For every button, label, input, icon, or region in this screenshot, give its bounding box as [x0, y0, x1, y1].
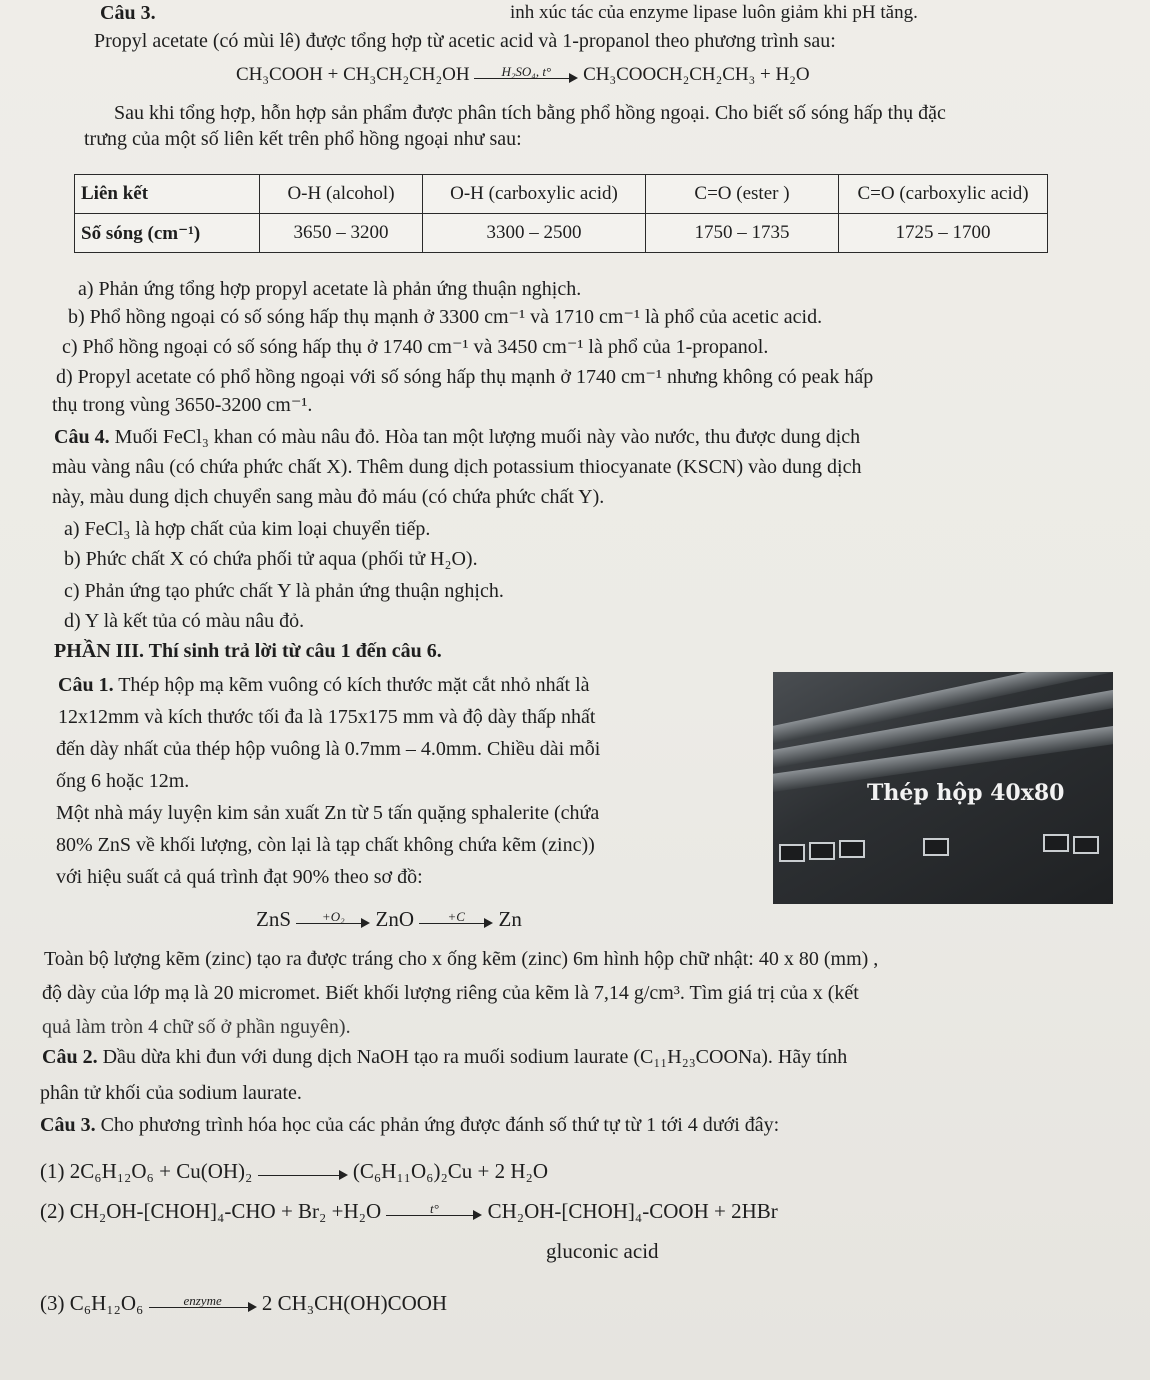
reaction-1-arrow	[258, 1166, 348, 1180]
reaction-3	[40, 1290, 447, 1316]
q4-statement-c: c) Phản ứng tạo phức chất Y là phản ứng thuận nghịch.	[64, 580, 504, 602]
reaction-1	[40, 1158, 548, 1184]
ir-wavenumber-table	[74, 174, 1048, 253]
scheme-arrow-1-label: +O₂	[321, 909, 345, 925]
p3-q1-line6: 80% ZnS về khối lượng, còn lại là tạp chất không chứa kẽm (zinc))	[56, 834, 595, 856]
scheme-zns: ZnS	[256, 907, 292, 931]
question-label: Câu 3.	[100, 2, 156, 24]
table-cell: Liên kết	[75, 175, 260, 214]
table-cell: 3300 – 2500	[423, 214, 646, 253]
q3-statement-c: c) Phổ hồng ngoại có số sóng hấp thụ ở 1740 cm⁻¹ và 3450 cm⁻¹ là phổ của 1-propanol.	[62, 336, 769, 358]
table-cell: 3650 – 3200	[260, 214, 423, 253]
scheme-arrow-2	[419, 909, 493, 928]
table-cell: 1750 – 1735	[646, 214, 839, 253]
photo-caption: Thép hộp 40x80	[867, 780, 1065, 806]
reaction-3-left: (3) C₆H₁₂O₆	[40, 1291, 144, 1315]
reaction-3-condition: enzyme	[183, 1293, 222, 1309]
reaction-2	[40, 1198, 778, 1224]
q3-statement-a: a) Phản ứng tổng hợp propyl acetate là phản ứng thuận nghịch.	[78, 278, 582, 300]
q3-statement-d-cont: thụ trong vùng 3650-3200 cm⁻¹.	[52, 394, 313, 416]
p3-q1-line2: 12x12mm và kích thước tối đa là 175x175 mm và độ dày thấp nhất	[58, 706, 596, 728]
q3-statement-b: b) Phổ hồng ngoại có số sóng hấp thụ mạnh ở 3300 cm⁻¹ và 1710 cm⁻¹ là phổ của acetic acid.	[68, 306, 823, 328]
q4-statement-a: a) FeCl₃ là hợp chất của kim loại chuyển tiếp.	[64, 518, 431, 540]
scheme-zno: ZnO	[375, 907, 415, 931]
p3-q1-line3: đến dày nhất của thép hộp vuông là 0.7mm – 4.0mm. Chiều dài mỗi	[56, 738, 601, 760]
p3-q1-line10: quả làm tròn 4 chữ số ở phần nguyên).	[42, 1016, 351, 1038]
p3-q2-title: Câu 2.	[42, 1046, 98, 1068]
table-cell: C=O (ester )	[646, 175, 839, 214]
eq-condition: H₂SO₄, t°	[501, 63, 552, 79]
table-cell: Số sóng (cm⁻¹)	[75, 214, 260, 253]
p3-q1-text: Thép hộp mạ kẽm vuông có kích thước mặt cắt nhỏ nhất là	[118, 674, 590, 696]
p3-q1-line1	[58, 672, 590, 698]
esterification-equation	[236, 62, 810, 88]
table-cell: C=O (carboxylic acid)	[839, 175, 1048, 214]
reaction-2-right: CH₂OH-[CHOH]₄-COOH + 2HBr	[487, 1199, 778, 1223]
reversible-arrow	[474, 63, 578, 83]
table-cell: O-H (alcohol)	[260, 175, 423, 214]
reaction-2-arrow	[386, 1201, 482, 1220]
p3-q2-line1	[42, 1044, 847, 1070]
p3-q1-line4: ống 6 hoặc 12m.	[56, 770, 190, 792]
p3-q3-line1	[40, 1112, 779, 1138]
q4-statement-d: d) Y là kết tủa có màu nâu đỏ.	[64, 610, 305, 632]
q3-statement-d: d) Propyl acetate có phổ hồng ngoại với số sóng hấp thụ mạnh ở 1740 cm⁻¹ nhưng không có peak hấp	[56, 366, 874, 388]
eq-reactants: CH₃COOH + CH₃CH₂CH₂OH	[236, 64, 470, 85]
p3-q3-title: Câu 3.	[40, 1114, 96, 1136]
q4-line1	[54, 424, 860, 450]
eq-products: CH₃COOCH₂CH₂CH₃ + H₂O	[583, 64, 810, 85]
p3-q1-line8: Toàn bộ lượng kẽm (zinc) tạo ra được tráng cho x ống kẽm (zinc) 6m hình hộp chữ nhật: 40 x 80 (mm) ,	[44, 948, 879, 970]
q4-title: Câu 4.	[54, 426, 110, 448]
q3-text-line2: Sau khi tổng hợp, hỗn hợp sản phẩm được phân tích bằng phổ hồng ngoại. Cho biết số sóng hấp thụ đặc	[114, 102, 946, 124]
part3-heading: PHẦN III. Thí sinh trả lời từ câu 1 đến câu 6.	[54, 640, 442, 662]
p3-q2-line2: phân tử khối của sodium laurate.	[40, 1082, 302, 1104]
top-fragment-text: inh xúc tác của enzyme lipase luôn giảm khi pH tăng.	[510, 2, 918, 23]
scheme-zn: Zn	[498, 907, 522, 931]
reaction-1-right: (C₆H₁₁O₆)₂Cu + 2 H₂O	[352, 1159, 549, 1183]
reaction-2-condition: t°	[429, 1201, 439, 1217]
p3-q1-title: Câu 1.	[58, 674, 114, 696]
q3-intro: Propyl acetate (có mùi lê) được tổng hợp từ acetic acid và 1-propanol theo phương trình sau:	[94, 30, 836, 52]
p3-q1-line9: độ dày của lớp mạ là 20 micromet. Biết khối lượng riêng của kẽm là 7,14 g/cm³. Tìm giá trị của x (kết	[42, 982, 859, 1004]
reaction-3-right: 2 CH₃CH(OH)COOH	[261, 1291, 448, 1315]
p3-q1-line5: Một nhà máy luyện kim sản xuất Zn từ 5 tấn quặng sphalerite (chứa	[56, 802, 600, 824]
table-cell: 1725 – 1700	[839, 214, 1048, 253]
q4-text: Muối FeCl₃ khan có màu nâu đỏ. Hòa tan một lượng muối này vào nước, thu được dung dịch	[114, 426, 861, 448]
q4-line3: này, màu dung dịch chuyển sang màu đỏ máu (có chứa phức chất Y).	[52, 486, 605, 508]
p3-q3-text: Cho phương trình hóa học của các phản ứng được đánh số thứ tự từ 1 tới 4 dưới đây:	[100, 1114, 780, 1136]
q3-text-line3: trưng của một số liên kết trên phổ hồng ngoại như sau:	[84, 128, 522, 150]
reaction-1-left: (1) 2C₆H₁₂O₆ + Cu(OH)₂	[40, 1159, 253, 1183]
reaction-3-arrow	[149, 1293, 257, 1312]
steel-tube-photo	[773, 672, 1113, 904]
table-cell: O-H (carboxylic acid)	[423, 175, 646, 214]
reaction-2-left: (2) CH₂OH-[CHOH]₄-CHO + Br₂ +H₂O	[40, 1199, 382, 1223]
scheme-arrow-2-label: +C	[447, 909, 465, 925]
q4-line2: màu vàng nâu (có chứa phức chất X). Thêm dung dịch potassium thiocyanate (KSCN) vào dung dịch	[52, 456, 862, 478]
gluconic-acid-label: gluconic acid	[546, 1239, 659, 1263]
table-row	[75, 175, 1048, 214]
scheme-arrow-1	[296, 909, 370, 928]
q4-statement-b: b) Phức chất X có chứa phối tử aqua (phối tử H₂O).	[64, 548, 478, 570]
table-row	[75, 214, 1048, 253]
p3-q1-line7: với hiệu suất cả quá trình đạt 90% theo sơ đồ:	[56, 866, 423, 888]
p3-q2-text: Dầu dừa khi đun với dung dịch NaOH tạo ra muối sodium laurate (C₁₁H₂₃COONa). Hãy tính	[102, 1046, 848, 1068]
zinc-production-scheme	[256, 906, 522, 932]
